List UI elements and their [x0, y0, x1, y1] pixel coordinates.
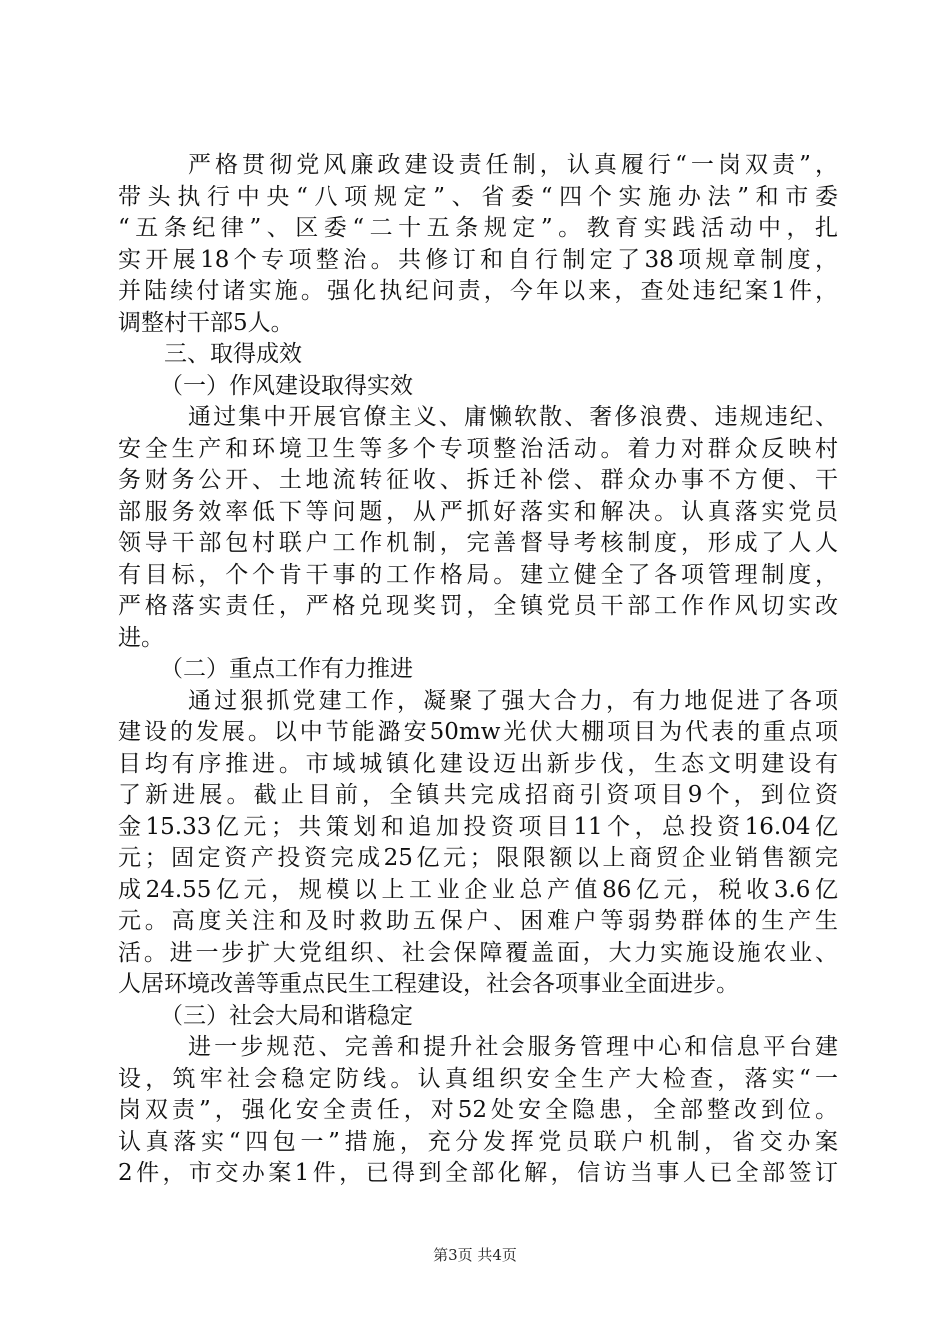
text-line: 严格贯彻党风廉政建设责任制，认真履行“一岗双责”， — [188, 152, 838, 178]
text-line: 有目标，个个肯干事的工作格局。建立健全了各项管理制度， — [118, 561, 838, 588]
text-line: 安全生产和环境卫生等多个专项整治活动。着力对群众反映村 — [118, 435, 838, 462]
text-line: 活。进一步扩大党组织、社会保障覆盖面，大力实施设施农业、 — [118, 939, 838, 966]
text-line: “五条纪律”、区委“二十五条规定”。教育实践活动中，扎 — [118, 215, 838, 241]
text-line: 元；固定资产投资完成25亿元；限限额以上商贸企业销售额完 — [118, 845, 838, 871]
text-line: 领导干部包村联户工作机制，完善督导考核制度，形成了人人 — [118, 530, 838, 556]
text-line: 进一步规范、完善和提升社会服务管理中心和信息平台建 — [188, 1034, 838, 1060]
text-line: 实开展18个专项整治。共修订和自行制定了38项规章制度， — [118, 246, 838, 273]
text-line: 务财务公开、土地流转征收、拆迁补偿、群众办事不方便、干 — [118, 467, 838, 493]
text-line: 建设的发展。以中节能潞安50mw光伏大棚项目为代表的重点项 — [118, 719, 838, 745]
text-line: 金15.33亿元；共策划和追加投资项目11个，总投资16.04亿 — [118, 813, 838, 840]
text-line: 2件，市交办案1件，已得到全部化解，信访当事人已全部签订 — [118, 1160, 838, 1186]
text-line: 调整村干部5人。 — [118, 309, 294, 336]
text-line: （一）作风建设取得实效 — [160, 372, 413, 399]
text-line: 部服务效率低下等问题，从严抓好落实和解决。认真落实党员 — [118, 498, 838, 525]
text-line: 了新进展。截止目前，全镇共完成招商引资项目9个，到位资 — [118, 782, 838, 808]
text-line: 人居环境改善等重点民生工程建设，社会各项事业全面进步。 — [118, 971, 739, 997]
text-line: （二）重点工作有力推进 — [160, 656, 413, 682]
text-line: 成24.55亿元，规模以上工业企业总产值86亿元，税收3.6亿 — [118, 876, 838, 903]
text-line: 元。高度关注和及时救助五保户、困难户等弱势群体的生产生 — [118, 908, 838, 934]
document-body — [118, 150, 838, 1190]
text-line: 进。 — [118, 624, 164, 651]
text-line: 岗双责”，强化安全责任，对52处安全隐患，全部整改到位。 — [118, 1097, 838, 1123]
text-line: 目均有序推进。市域城镇化建设迈出新步伐，生态文明建设有 — [118, 750, 838, 777]
text-line: 设，筑牢社会稳定防线。认真组织安全生产大检查，落实“一 — [118, 1065, 838, 1092]
text-line: 严格落实责任，严格兑现奖罚，全镇党员干部工作作风切实改 — [118, 593, 838, 619]
text-line: 通过集中开展官僚主义、庸懒软散、奢侈浪费、违规违纪、 — [188, 404, 838, 430]
text-line: 带头执行中央“八项规定”、省委“四个实施办法”和市委 — [118, 183, 838, 210]
text-line: 认真落实“四包一”措施，充分发挥党员联户机制，省交办案 — [118, 1128, 838, 1155]
text-line: （三）社会大局和谐稳定 — [160, 1002, 413, 1029]
page-footer: 第3页 共4页 — [433, 1246, 517, 1264]
text-line: 通过狠抓党建工作，凝聚了强大合力，有力地促进了各项 — [188, 687, 838, 714]
text-line: 三、取得成效 — [164, 341, 302, 367]
text-line: 并陆续付诸实施。强化执纪问责，今年以来，查处违纪案1件， — [118, 278, 838, 304]
